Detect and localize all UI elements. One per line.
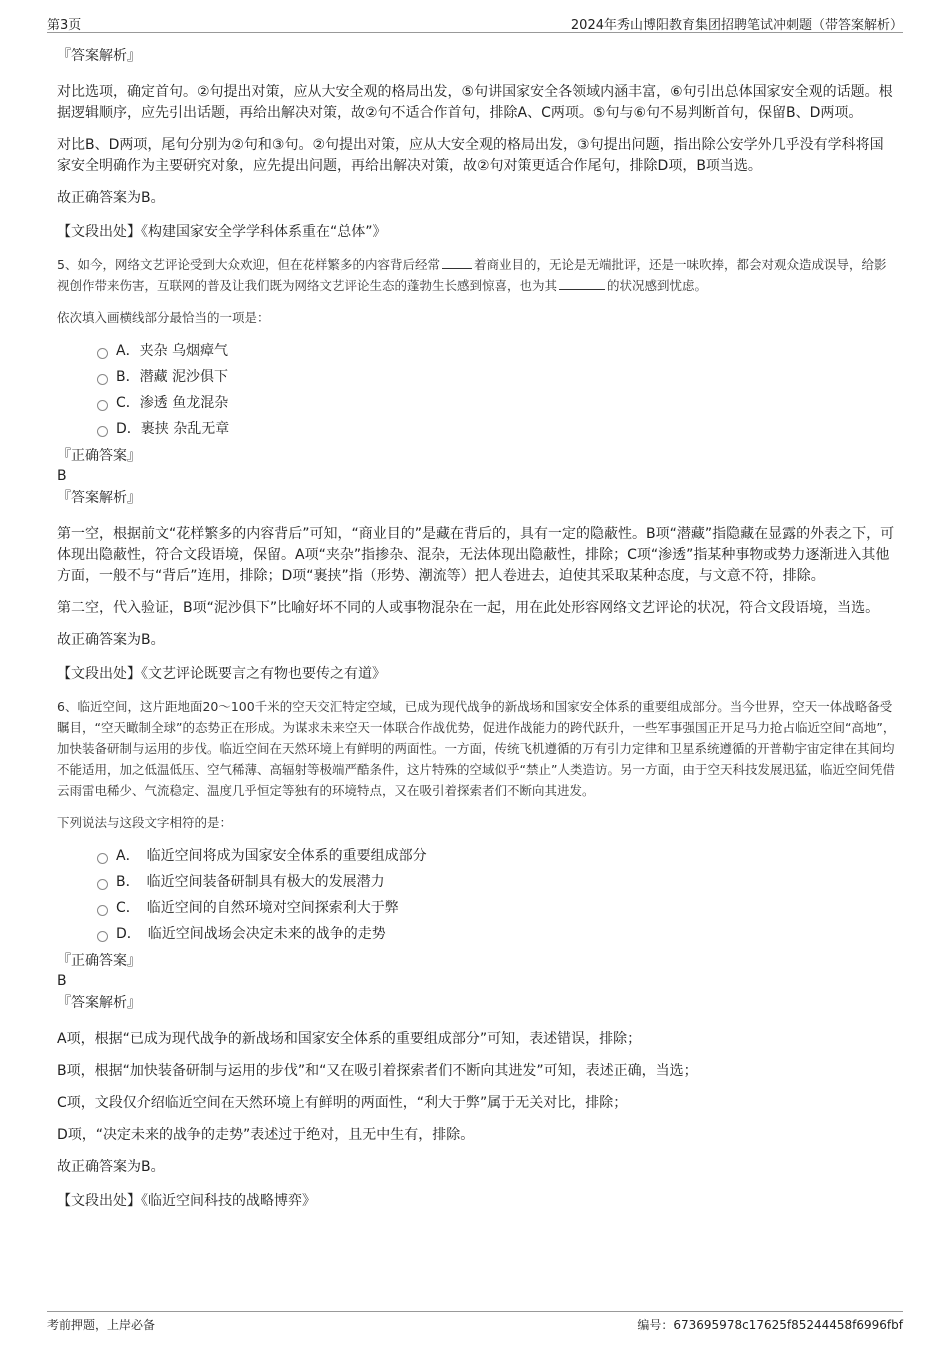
- document-id: 编号：673695978c17625f85244458f6996fbf: [637, 1318, 903, 1332]
- q6-option-b-label: B． 临近空间装备研制具有极大的发展潜力: [116, 874, 385, 890]
- q5-option-c[interactable]: [97, 390, 897, 416]
- radio-icon[interactable]: [97, 374, 108, 385]
- q5-answer: B: [57, 468, 67, 484]
- q6-option-a-label: A． 临近空间将成为国家安全体系的重要组成部分: [116, 848, 427, 864]
- q5-stem-part-1: 5、如今，网络文艺评论受到大众欢迎，但在花样繁多的内容背后经常: [57, 257, 440, 272]
- q6-conclusion: 故正确答案为B。: [57, 1159, 165, 1175]
- radio-icon[interactable]: [97, 931, 108, 942]
- q5-stem-part-2: 着商业目的，无论是无端批评，还是一味吹捧，都会对观众造成误导，给影视创作带来伤害，互联网的普及让我们既为网络文艺评论生态的蓬勃生长感到惊喜，也为其: [57, 257, 887, 293]
- q6-analysis-c: C项，文段仅介绍临近空间在天然环境上有鲜明的两面性，“利大于弊”属于无关对比，排除；: [57, 1095, 628, 1111]
- q6-analysis-a: A项，根据“已成为现代战争的新战场和国家安全体系的重要组成部分”可知，表述错误，排除；: [57, 1031, 642, 1047]
- q5-answer-tag: 『正确答案』: [57, 448, 141, 464]
- footer-slogan: 考前押题，上岸必备: [47, 1318, 156, 1332]
- page-content: [57, 42, 897, 1211]
- radio-icon[interactable]: [97, 348, 108, 359]
- q6-prompt: 下列说法与这段文字相符的是：: [57, 815, 233, 830]
- q5-analysis-tag: 『答案解析』: [57, 490, 141, 506]
- q6-source: 【文段出处】《临近空间科技的战略博弈》: [57, 1193, 316, 1209]
- q5-analysis-1: 第一空，根据前文“花样繁多的内容背后”可知，“商业目的”是藏在背后的，具有一定的隐蔽性。B项“潜藏”指隐藏在显露的外表之下，可体现出隐蔽性，符合文段语境，保留。A项“夹杂”指掺杂、混杂，无法体现出隐蔽性，排除；C项“渗透”指某种事物或势力逐渐进入其他方面，一般不与“背后”连用，排除；D项“裹挟”指（形势、潮流等）把人卷进去，迫使其采取某种态度，与文意不符，排除。: [57, 526, 895, 584]
- q5-conclusion: 故正确答案为B。: [57, 632, 165, 648]
- q4-conclusion: 故正确答案为B。: [57, 190, 165, 206]
- q5-option-d[interactable]: [97, 416, 897, 442]
- q6-answer: B: [57, 973, 67, 989]
- q5-stem: [57, 254, 897, 296]
- q5-option-a-label: A．夹杂 乌烟瘴气: [116, 343, 229, 359]
- q5-option-a[interactable]: [97, 338, 897, 364]
- q5-analysis-2: 第二空，代入验证，B项“泥沙俱下”比喻好坏不同的人或事物混杂在一起，用在此处形容网络文艺评论的状况，符合文段语境，当选。: [57, 600, 880, 616]
- q5-blank-1: [442, 268, 472, 269]
- q6-option-d[interactable]: [97, 921, 897, 947]
- page-number: 第3页: [47, 18, 82, 33]
- q6-analysis-d: D项，“决定未来的战争的走势”表述过于绝对，且无中生有，排除。: [57, 1127, 475, 1143]
- q5-option-d-label: D．裹挟 杂乱无章: [116, 421, 230, 437]
- radio-icon[interactable]: [97, 853, 108, 864]
- q6-answer-tag: 『正确答案』: [57, 953, 141, 969]
- q5-option-b[interactable]: [97, 364, 897, 390]
- q6-analysis-tag: 『答案解析』: [57, 995, 141, 1011]
- q5-source: 【文段出处】《文艺评论既要言之有物也要传之有道》: [57, 666, 386, 682]
- radio-icon[interactable]: [97, 400, 108, 411]
- q6-option-d-label: D． 临近空间战场会决定未来的战争的走势: [116, 926, 386, 942]
- q4-analysis-tag: 『答案解析』: [57, 48, 141, 64]
- q6-option-c-label: C． 临近空间的自然环境对空间探索利大于弊: [116, 900, 399, 916]
- q4-analysis-2: 对比B、D两项，尾句分别为②句和③句。②句提出对策，应从大安全观的格局出发，③句提出问题，指出除公安学外几乎没有学科将国家安全明确作为主要研究对象，应先提出问题，再给出解决对策，故②句对策更适合作尾句，排除D项，B项当选。: [57, 137, 884, 174]
- q6-analysis-b: B项，根据“加快装备研制与运用的步伐”和“又在吸引着探索者们不断向其进发”可知，表述正确，当选；: [57, 1063, 698, 1079]
- page-header: [47, 12, 903, 33]
- q5-options: [97, 338, 897, 442]
- radio-icon[interactable]: [97, 905, 108, 916]
- q5-blank-2: [559, 289, 605, 290]
- q5-option-b-label: B．潜藏 泥沙俱下: [116, 369, 229, 385]
- q6-options: [97, 843, 897, 947]
- radio-icon[interactable]: [97, 879, 108, 890]
- q4-source: 【文段出处】《构建国家安全学学科体系重在“总体”》: [57, 224, 387, 240]
- q5-stem-part-3: 的状况感到忧虑。: [607, 278, 708, 293]
- q6-option-b[interactable]: [97, 869, 897, 895]
- q6-stem: 6、临近空间，这片距地面20～100千米的空天交汇特定空域，已成为现代战争的新战场和国家安全体系的重要组成部分。当今世界，空天一体战略备受瞩目，“空天瞰制全球”的态势正在形成。为谋求未来空天一体联合作战优势，促进作战能力的跨代跃升，一些军事强国正开足马力抢占临近空间“高地”，加快装备研制与运用的步伐。临近空间在天然环境上有鲜明的两面性。一方面，传统飞机遵循的万有引力定律和卫星系统遵循的开普勒宇宙定律在其间均不能适用，加之低温低压、空气稀薄、高辐射等极端严酷条件，这片特殊的空域似乎“禁止”人类造访。另一方面，由于空天科技发展迅猛，临近空间凭借云雨雷电稀少、气流稳定、温度几乎恒定等独有的环境特点，又在吸引着探索者们不断向其进发。: [57, 699, 896, 798]
- q4-analysis-1: 对比选项，确定首句。②句提出对策，应从大安全观的格局出发，⑤句讲国家安全各领域内涵丰富，⑥句引出总体国家安全观的话题。根据逻辑顺序，应先引出话题，再给出解决对策，故②句不适合作首句，排除A、C两项。⑤句与⑥句不易判断首句，保留B、D两项。: [57, 84, 893, 121]
- q6-option-a[interactable]: [97, 843, 897, 869]
- q5-option-c-label: C．渗透 鱼龙混杂: [116, 395, 229, 411]
- page-footer: [47, 1311, 903, 1334]
- q5-prompt: 依次填入画横线部分最恰当的一项是：: [57, 310, 270, 325]
- q6-option-c[interactable]: [97, 895, 897, 921]
- radio-icon[interactable]: [97, 426, 108, 437]
- document-title: 2024年秀山博阳教育集团招聘笔试冲刺题（带答案解析）: [570, 18, 903, 33]
